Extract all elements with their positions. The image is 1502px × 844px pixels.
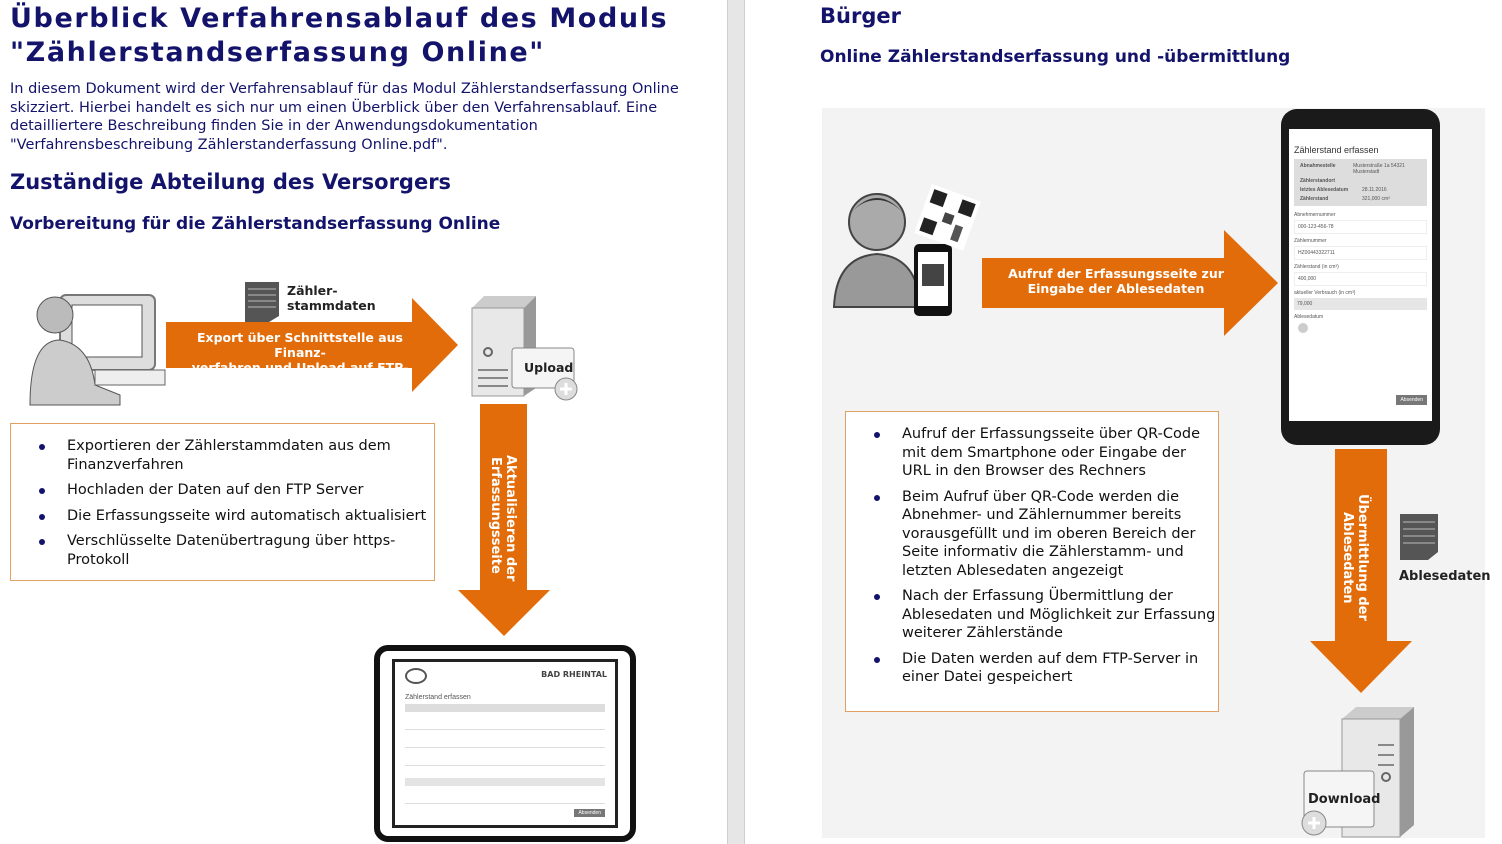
person-at-computer-icon [20, 285, 170, 410]
transmit-arrow-label [1340, 490, 1370, 625]
tablet-field [405, 742, 605, 748]
phone-field-label: Abnehmernummer [1294, 212, 1336, 218]
document-title [10, 2, 668, 70]
info-value: 321,000 cm³ [1362, 196, 1390, 202]
doc-label-line-2: stammdaten [287, 298, 376, 313]
left-bullet-box [10, 423, 435, 581]
server-upload-icon [468, 292, 580, 404]
phone-info-panel [1294, 159, 1427, 206]
document-icon [1400, 514, 1440, 560]
bullet-item: Exportieren der Zählerstammdaten aus dem Finanzverfahren [11, 437, 434, 474]
tablet-form-title: Zählerstand erfassen [405, 694, 471, 701]
phone-field-label: Ablesedatum [1294, 314, 1324, 320]
tablet-field [405, 724, 605, 730]
section-title: Zuständige Abteilung des Versorgers [10, 170, 452, 194]
phone-field-label: Zählerstand (in cm³) [1294, 264, 1339, 270]
phone-submit-button: Absenden [1396, 395, 1427, 405]
info-value: Musterstraße 1a 54321 Musterstadt [1353, 163, 1405, 175]
citizen-with-smartphone-icon [832, 182, 1004, 317]
phone-form-title: Zählerstand erfassen [1294, 145, 1379, 155]
bullet-item: Nach der Erfassung Übermittlung der Ablesedaten und Möglichkeit zur Erfassung weiterer Zählerstände [846, 587, 1218, 643]
access-arrow-label [990, 266, 1242, 296]
info-row [1300, 187, 1421, 193]
doc-label-line-1: Zähler- [287, 283, 338, 298]
bullet-item: Hochladen der Daten auf den FTP Server [11, 481, 434, 500]
info-key: Abnahmestelle [1300, 163, 1336, 169]
date-picker-icon [1298, 323, 1308, 333]
right-title: Bürger [820, 4, 901, 28]
bullet-item: Die Daten werden auf dem FTP-Server in einer Datei gespeichert [846, 650, 1218, 687]
export-label-line-2: verfahren und Upload auf FTP-Server [191, 360, 409, 390]
phone-field-value: 000-123-456-78 [1294, 220, 1427, 234]
tablet-screenshot [374, 645, 636, 842]
bullet-item: Aufruf der Erfassungsseite über QR-Code mit dem Smartphone oder Eingabe der URL in den Browser des Rechners [846, 425, 1218, 481]
export-label-line-1: Export über Schnittstelle aus Finanz- [197, 330, 403, 360]
phone-field-value: HZ00443322711 [1294, 246, 1427, 260]
title-line-1: Überblick Verfahrensablauf des Moduls [10, 3, 669, 34]
info-key: Zählerstand [1300, 196, 1329, 202]
phone-field-value: 79,000 [1294, 298, 1427, 310]
tablet-field [405, 778, 605, 786]
info-row [1300, 196, 1421, 202]
tablet-submit-button: Absenden [574, 809, 605, 817]
info-key: letztes Ablesedatum [1300, 187, 1349, 193]
smartphone-screenshot [1281, 109, 1440, 445]
info-key: Zählerstandort [1300, 178, 1336, 184]
upload-label: Upload [524, 360, 574, 375]
bullet-item: Beim Aufruf über QR-Code werden die Abnehmer- und Zählernummer bereits vorausgefüllt und im oberen Bereich der Seite informativ die Zählerstamm- und letzten Ablesedaten angezeigt [846, 488, 1218, 581]
server-download-icon [1298, 705, 1418, 839]
update-label-line-2: Erfassungsseite [488, 456, 503, 574]
intro-paragraph: In diesem Dokument wird der Verfahrensablauf für das Modul Zählerstandserfassung Online skizziert. Hierbei handelt es sich nur um einen Überblick über den Verfahrensablauf. Eine detailliertere Beschreibung finden Sie in der Anwendungsdokumentation "Verfahrensbeschreibung Zählerstanderfassung Online.pdf". [10, 81, 679, 153]
tablet-field [405, 798, 605, 804]
tablet-info-bar [405, 704, 605, 712]
transmit-label-line-2: Ablesedaten [1340, 511, 1355, 604]
brand-logo-icon [405, 668, 427, 684]
right-bullet-box [845, 411, 1219, 712]
right-subtitle: Online Zählerstandserfassung und -übermittlung [820, 47, 1291, 67]
transmit-label-line-1: Übermittlung der [1355, 494, 1370, 621]
access-label-line-2: Eingabe der Ablesedaten [1027, 281, 1205, 296]
page-gutter [727, 0, 745, 844]
tablet-brand: BAD RHEINTAL [541, 670, 607, 679]
download-label: Download [1308, 792, 1381, 807]
readings-label: Ablesedaten [1399, 569, 1491, 584]
update-label-line-1: Aktualisieren der [503, 455, 518, 582]
phone-field-label: aktueller Verbrauch (in cm³) [1294, 290, 1356, 296]
tablet-field [405, 760, 605, 766]
export-arrow-label [170, 330, 430, 390]
bullet-item: Verschlüsselte Datenübertragung über https-Protokoll [11, 532, 434, 569]
info-row [1300, 178, 1421, 184]
info-row [1300, 163, 1421, 175]
update-arrow-label [488, 455, 518, 582]
access-label-line-1: Aufruf der Erfassungsseite zur [1008, 266, 1224, 281]
phone-field-label: Zählernummer [1294, 238, 1327, 244]
info-value: 28.11.2016 [1362, 187, 1387, 193]
title-line-2: "Zählerstandserfassung Online" [10, 37, 545, 68]
phone-field-value: 400,000 [1294, 272, 1427, 286]
bullet-item: Die Erfassungsseite wird automatisch aktualisiert [11, 507, 434, 526]
subsection-title: Vorbereitung für die Zählerstandserfassung Online [10, 214, 501, 234]
